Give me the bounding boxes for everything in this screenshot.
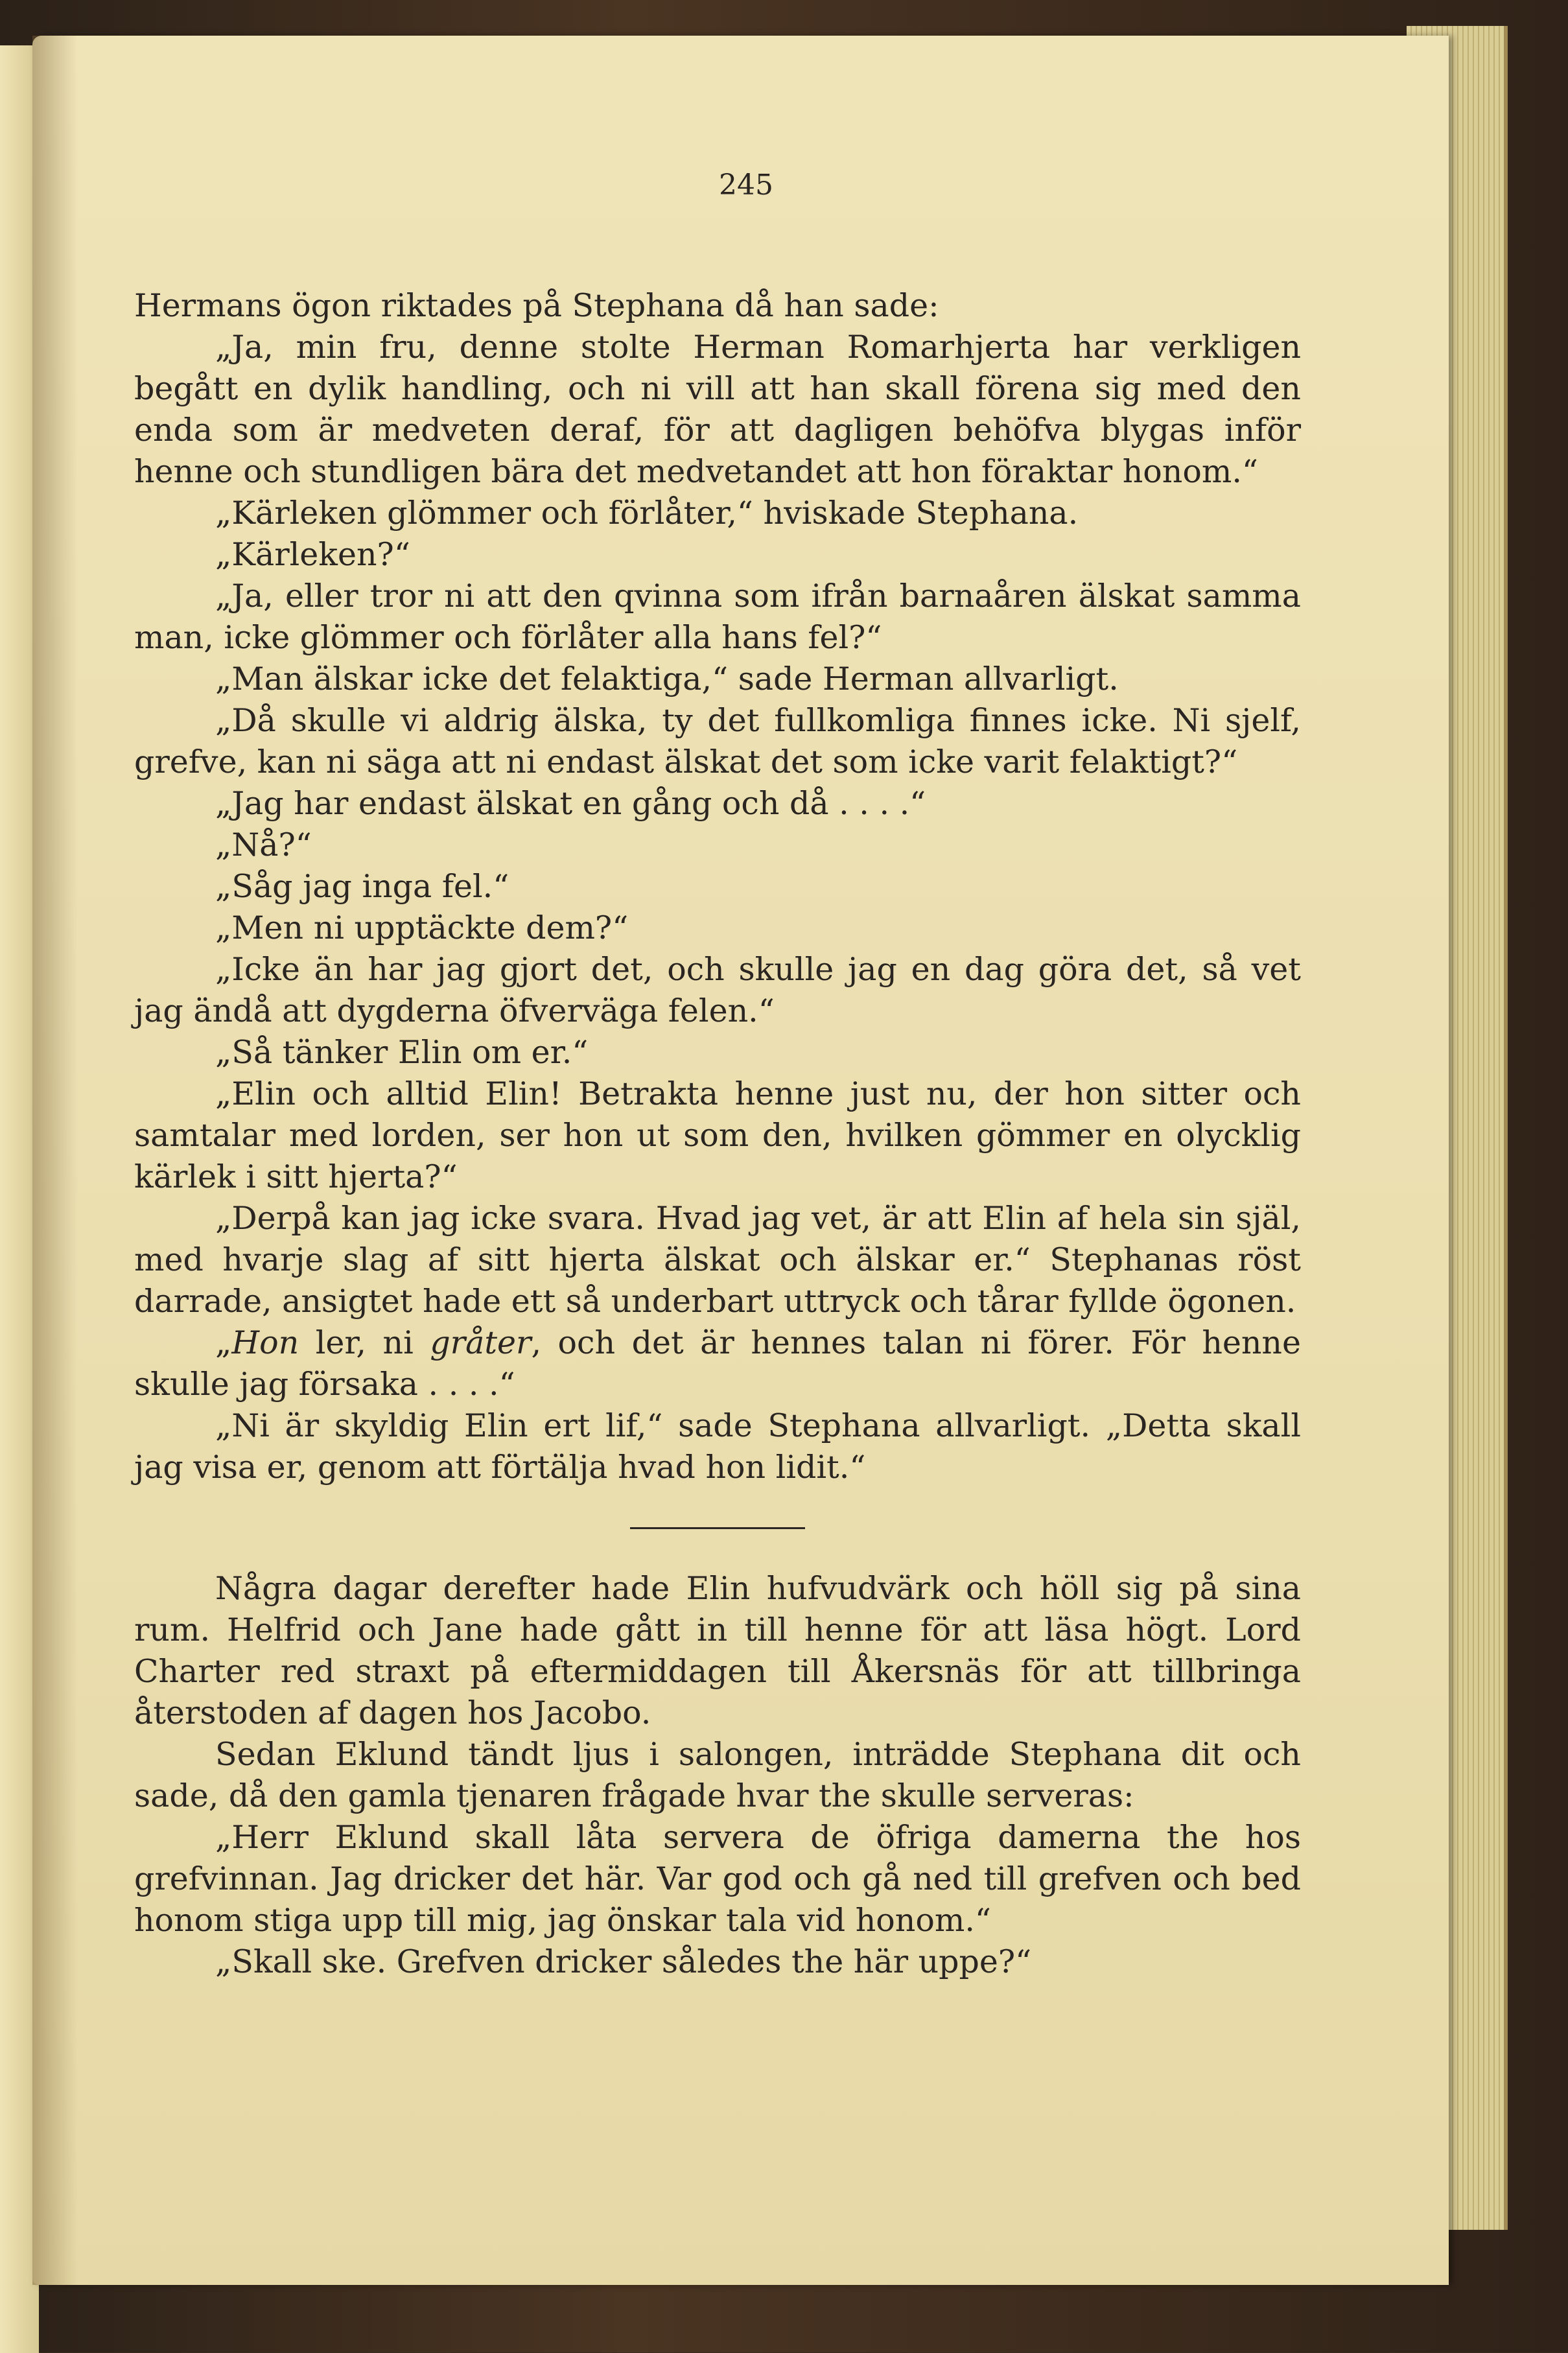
paragraph: „Så tänker Elin om er.“ [215, 1034, 589, 1071]
paragraph: „Icke än har jag gjort det, och skulle jag en dag göra det, så vet jag ändå att dygderna öfverväga felen.“ [134, 951, 1301, 1029]
italic-word: gråter [430, 1324, 532, 1361]
paragraph: „Såg jag inga fel.“ [215, 868, 509, 905]
paragraph-with-italics [134, 1322, 1301, 1405]
book-page [32, 36, 1449, 2285]
paragraph: „Elin och alltid Elin! Betrakta henne just nu, der hon sitter och samtalar med lorden, ser hon ut som den, hvilken gömmer en olycklig kärlek i sitt hjerta?“ [134, 1075, 1301, 1195]
paragraph: „Skall ske. Grefven dricker således the här uppe?“ [215, 1943, 1032, 1980]
text-run: , och det är hennes talan ni förer. För henne skulle jag försaka . . . .“ [134, 1324, 1301, 1403]
paragraph: „Ni är skyldig Elin ert lif,“ sade Stephana allvarligt. „Detta skall jag visa er, genom att förtälja hvad hon lidit.“ [134, 1407, 1301, 1486]
section-separator [630, 1527, 805, 1529]
paragraph: „Jag har endast älskat en gång och då . . . .“ [215, 785, 926, 822]
italic-word: Hon [231, 1324, 299, 1361]
paragraph: „Nå?“ [215, 826, 312, 863]
paragraph: „Då skulle vi aldrig älska, ty det fullkomliga finnes icke. Ni sjelf, grefve, kan ni säga att ni endast älskat det som icke varit felaktigt?“ [134, 702, 1301, 780]
paragraph: Några dagar derefter hade Elin hufvudvärk och höll sig på sina rum. Helfrid och Jane hade gått in till henne för att läsa högt. Lord Charter red straxt på eftermiddagen till Åkersnäs för att tillbringa återstoden af dagen hos Jacobo. [134, 1570, 1301, 1731]
paragraph: „Ja, eller tror ni att den qvinna som ifrån barnaåren älskat samma man, icke glömmer och förlåter alla hans fel?“ [134, 578, 1301, 656]
paragraph: Sedan Eklund tändt ljus i salongen, inträdde Stephana dit och sade, då den gamla tjenaren frågade hvar the skulle serveras: [134, 1736, 1301, 1814]
page-number: 245 [719, 169, 773, 202]
paragraph: „Herr Eklund skall låta servera de öfriga damerna the hos grefvinnan. Jag dricker det här. Var god och gå ned till grefven och bed honom stiga upp till mig, jag önskar tala vid honom.“ [134, 1819, 1301, 1939]
paragraph: „Men ni upptäckte dem?“ [215, 909, 629, 946]
paragraph: „Kärleken?“ [215, 536, 410, 573]
paragraph: „Man älskar icke det felaktiga,“ sade Herman allvarligt. [215, 661, 1119, 697]
paragraph: Hermans ögon riktades på Stephana då han sade: [134, 287, 939, 324]
paragraph: „Ja, min fru, denne stolte Herman Romarhjerta har verkligen begått en dylik handling, och ni vill att han skall förena sig med den enda som är medveten deraf, för att dagligen behöfva blygas inför henne och stundligen bära det medvetandet att hon föraktar honom.“ [134, 329, 1301, 490]
quote-open: „ [215, 1324, 232, 1361]
gutter-shadow [32, 36, 78, 2285]
paragraph: „Kärleken glömmer och förlåter,“ hviskade Stephana. [215, 495, 1079, 532]
paragraph: „Derpå kan jag icke svara. Hvad jag vet, är att Elin af hela sin själ, med hvarje slag af sitt hjerta älskat och älskar er.“ Stephanas röst darrade, ansigtet hade ett så underbart uttryck och tårar fyllde ögonen. [134, 1200, 1301, 1320]
text-run: ler, ni [299, 1324, 430, 1361]
body-text [134, 285, 1301, 1983]
